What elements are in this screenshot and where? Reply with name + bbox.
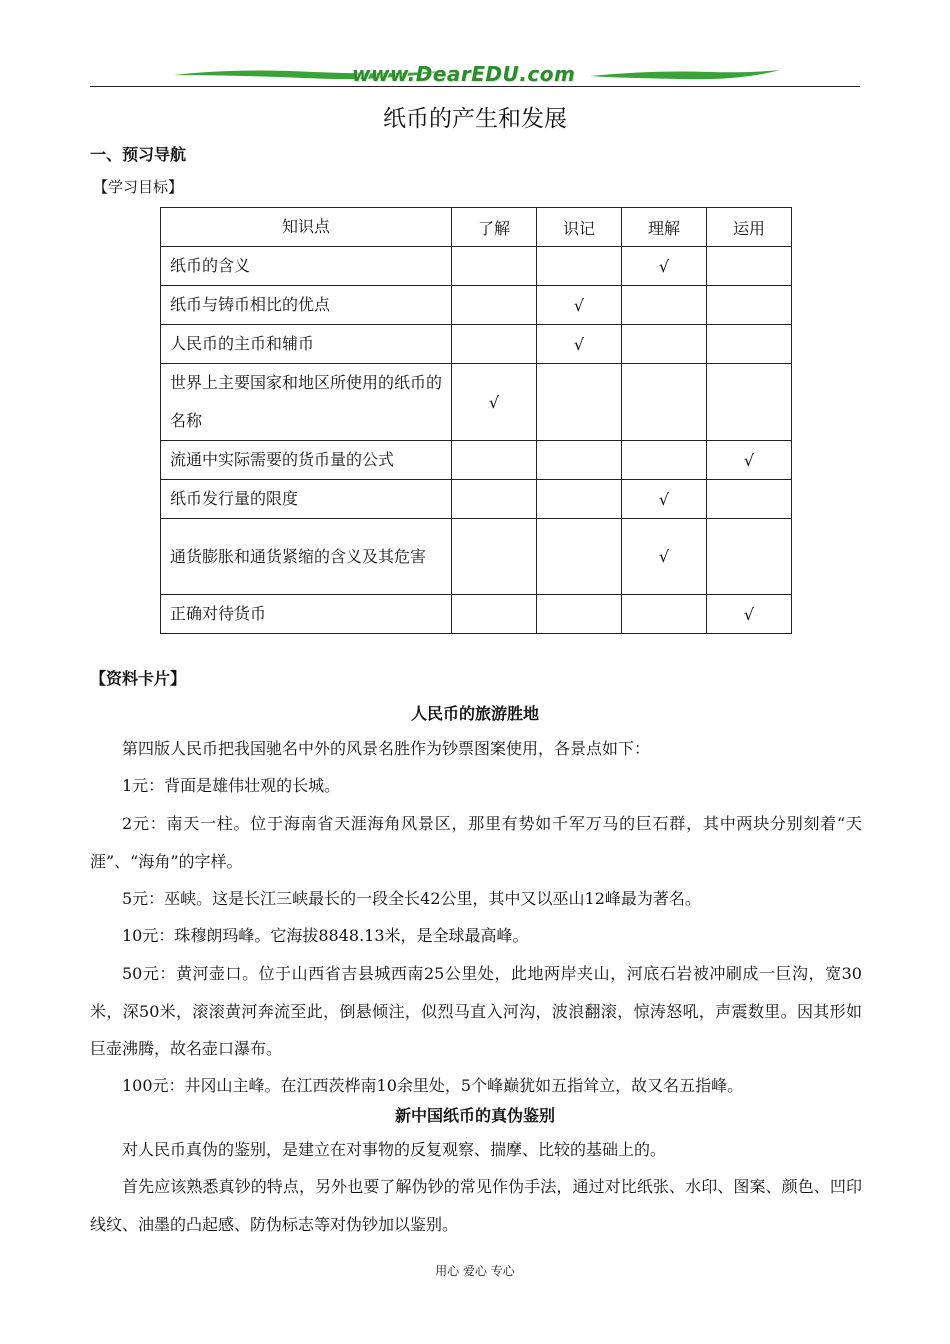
topic-cell: 人民币的主币和辅币 [161, 325, 452, 364]
table-row [161, 286, 792, 325]
check-cell [452, 480, 537, 519]
check-cell [537, 519, 622, 595]
check-cell: √ [452, 364, 537, 441]
check-cell [452, 247, 537, 286]
check-cell [537, 364, 622, 441]
page-footer: 用心 爱心 专心 [435, 1264, 515, 1278]
table-row [161, 519, 792, 595]
table-row [161, 325, 792, 364]
paragraph: 对人民币真伪的鉴别，是建立在对事物的反复观察、揣摩、比较的基础上的。 [122, 1140, 667, 1159]
check-cell [707, 325, 792, 364]
paragraph: 10元：珠穆朗玛峰。它海拔8848.13米，是全球最高峰。 [122, 926, 529, 945]
table-header-cell: 识记 [537, 208, 622, 247]
topic-cell: 纸币与铸币相比的优点 [161, 286, 452, 325]
paragraph: 50元：黄河壶口。位于山西省吉县城西南25公里处，此地两岸夹山，河底石岩被冲刷成一巨沟，宽30米，深50米，滚滚黄河奔流至此，倒悬倾注，似烈马直入河沟，波浪翻滚，惊涛怒吼，声震数里。因其形如巨壶沸腾，故名壶口瀑布。 [90, 964, 862, 1058]
check-cell [452, 325, 537, 364]
table-header-cell: 运用 [707, 208, 792, 247]
table-row [161, 595, 792, 634]
check-cell [622, 286, 707, 325]
check-cell [622, 364, 707, 441]
check-cell [452, 286, 537, 325]
check-cell [622, 325, 707, 364]
table-row [161, 480, 792, 519]
paragraph: 第四版人民币把我国驰名中外的风景名胜作为钞票图案使用，各景点如下： [122, 739, 651, 758]
site-logo: www.DearEDU.com [352, 62, 576, 86]
paragraph: 5元：巫峡。这是长江三峡最长的一段全长42公里，其中又以巫山12峰最为著名。 [122, 889, 701, 908]
check-cell [707, 286, 792, 325]
check-cell [452, 519, 537, 595]
check-cell: √ [537, 286, 622, 325]
topic-cell: 纸币发行量的限度 [161, 480, 452, 519]
check-cell: √ [622, 519, 707, 595]
check-cell [622, 595, 707, 634]
check-cell [452, 441, 537, 480]
table-row [161, 441, 792, 480]
paragraph: 1元：背面是雄伟壮观的长城。 [122, 776, 341, 795]
green-swoosh-right-icon [590, 68, 780, 82]
check-cell: √ [622, 247, 707, 286]
paragraph: 2元：南天一柱。位于海南省天涯海角风景区，那里有势如千军万马的巨石群，其中两块分别刻着“天涯”、“海角”的字样。 [90, 814, 862, 871]
check-cell: √ [537, 325, 622, 364]
check-cell [707, 519, 792, 595]
check-cell [707, 364, 792, 441]
table-header-cell: 理解 [622, 208, 707, 247]
table-row [161, 364, 792, 441]
check-cell [537, 247, 622, 286]
topic-cell: 流通中实际需要的货币量的公式 [161, 441, 452, 480]
check-cell: √ [707, 441, 792, 480]
topic-cell: 纸币的含义 [161, 247, 452, 286]
check-cell [537, 595, 622, 634]
article-title-authentication: 新中国纸币的真伪鉴别 [394, 1106, 555, 1125]
topic-cell: 通货膨胀和通货紧缩的含义及其危害 [161, 519, 452, 595]
topic-cell: 正确对待货币 [161, 595, 452, 634]
section-heading-material-card: 【资料卡片】 [90, 669, 187, 688]
check-cell: √ [707, 595, 792, 634]
table-row [161, 247, 792, 286]
paragraph: 首先应该熟悉真钞的特点，另外也要了解伪钞的常见作伪手法，通过对比纸张、水印、图案、颜色、凹印线纹、油墨的凸起感、防伪标志等对伪钞加以鉴别。 [90, 1177, 862, 1234]
check-cell [537, 480, 622, 519]
check-cell [622, 441, 707, 480]
section-heading-preview: 一、预习导航 [90, 145, 187, 164]
page-header [90, 58, 860, 90]
table-header-cell: 知识点 [161, 208, 452, 247]
article-title-tourism: 人民币的旅游胜地 [410, 704, 539, 723]
topic-cell: 世界上主要国家和地区所使用的纸币的名称 [161, 364, 452, 441]
learning-goals-tag: 【学习目标】 [93, 178, 184, 196]
paragraph: 100元：井冈山主峰。在江西茨桦南10余里处，5个峰巅犹如五指耸立，故又名五指峰。 [122, 1076, 744, 1095]
check-cell [707, 480, 792, 519]
check-cell [537, 441, 622, 480]
header-rule [90, 86, 860, 87]
learning-goals-table [160, 207, 792, 634]
check-cell: √ [622, 480, 707, 519]
check-cell [707, 247, 792, 286]
table-header-cell: 了解 [452, 208, 537, 247]
page-title: 纸币的产生和发展 [383, 106, 567, 132]
check-cell [452, 595, 537, 634]
table-header-row [161, 208, 792, 247]
